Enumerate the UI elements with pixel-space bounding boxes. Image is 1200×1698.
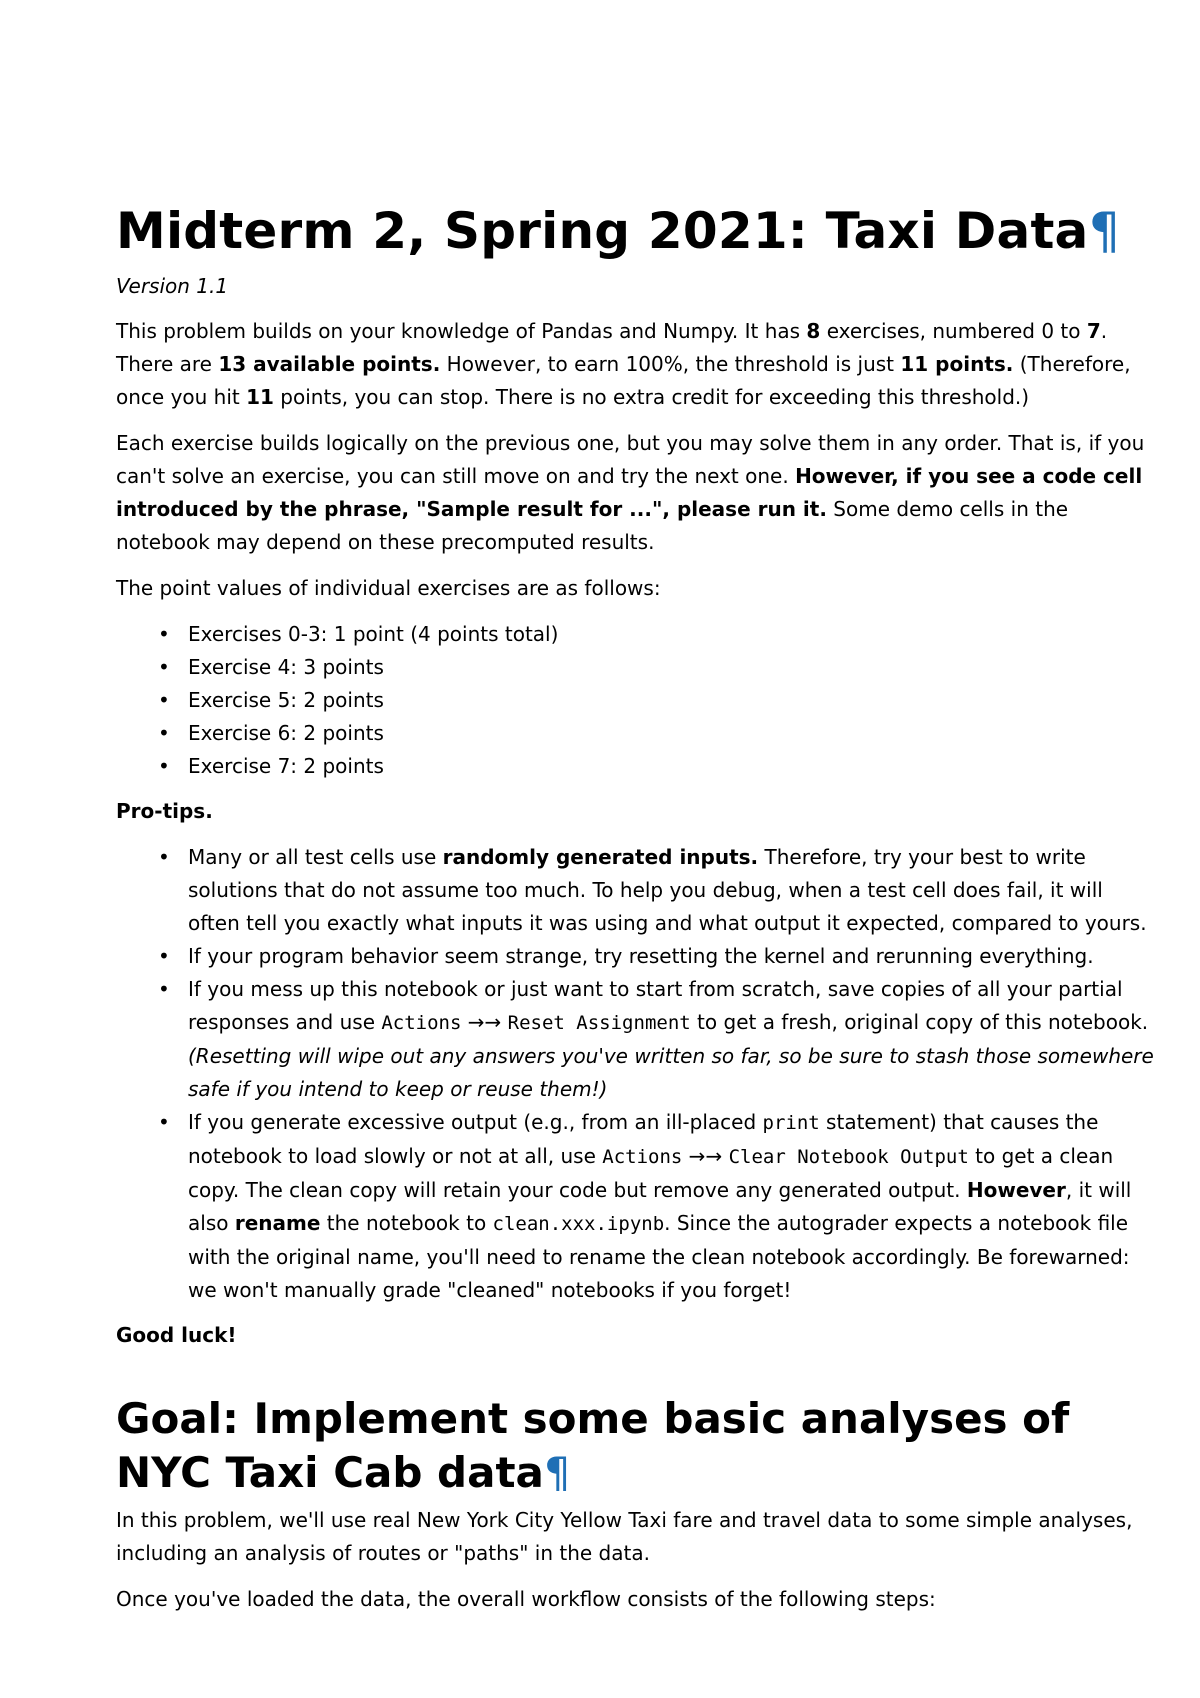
goal-heading: Goal: Implement some basic analyses of NYC Taxi Cab data¶ [116,1394,1070,1497]
list-item: • Exercise 7: 2 points [188,750,1156,783]
list-item: • If you mess up this notebook or just want to start from scratch, save copies of all your partial responses and use Actions →→ Reset Assignment to get a fresh, original copy of this notebook. (Resetting will wipe out any answers you've written so far, so be sure to stash those somewhere safe if you intend to keep or reuse them!) [188,973,1156,1106]
page-title: Midterm 2, Spring 2021: Taxi Data¶ [116,202,1121,260]
list-item: • Exercise 6: 2 points [188,717,1156,750]
list-item: • If your program behavior seem strange, try resetting the kernel and rerunning everything. [188,940,1156,973]
list-item: • Exercises 0-3: 1 point (4 points total) [188,618,1156,651]
title-anchor-link[interactable]: ¶ [1088,202,1121,260]
protips-heading: Pro-tips. [116,799,213,823]
list-item: • Many or all test cells use randomly generated inputs. Therefore, try your best to write solutions that do not assume too much. To help you debug, when a test cell does fail, it will often tell you exactly what inputs it was using and what output it expected, compared to yours. [188,841,1156,940]
exercise-points-list [116,618,1156,783]
version-label: Version 1.1 [116,274,229,298]
goal-paragraph-1: In this problem, we'll use real New York City Yellow Taxi fare and travel data to some simple analyses, including an analysis of routes or "paths" in the data. [116,1508,1133,1565]
list-item: • Exercise 4: 3 points [188,651,1156,684]
goal-paragraph-2: Once you've loaded the data, the overall workflow consists of the following steps: [116,1587,936,1611]
intro-paragraph-1: This problem builds on your knowledge of Pandas and Numpy. It has 8 exercises, numbered 0 to 7. There are 13 available points. However, to earn 100%, the threshold is just 11 points. (Therefore, once you hit 11 points, you can stop. There is no extra credit for exceeding this threshold.) [116,319,1131,409]
good-luck-text: Good luck! [116,1323,237,1347]
protips-list [116,841,1156,1307]
list-item: • If you generate excessive output (e.g., from an ill-placed print statement) that causes the notebook to load slowly or not at all, use Actions →→ Clear Notebook Output to get a clean copy. The clean copy will retain your code but remove any generated output. However, it will also rename the notebook to clean.xxx.ipynb. Since the autograder expects a notebook file with the original name, you'll need to rename the clean notebook accordingly. Be forewarned: we won't manually grade "cleaned" notebooks if you forget! [188,1106,1156,1307]
intro-paragraph-3: The point values of individual exercises are as follows: [116,576,661,600]
goal-anchor-link[interactable]: ¶ [543,1448,571,1497]
intro-paragraph-2: Each exercise builds logically on the previous one, but you may solve them in any order. That is, if you can't solve an exercise, you can still move on and try the next one. However, if you see a code cell introduced by the phrase, "Sample result for ...", please run it. Some demo cells in the notebook may depend on these precomputed results. [116,431,1145,554]
notebook-page [116,200,1156,1629]
list-item: • Exercise 5: 2 points [188,684,1156,717]
